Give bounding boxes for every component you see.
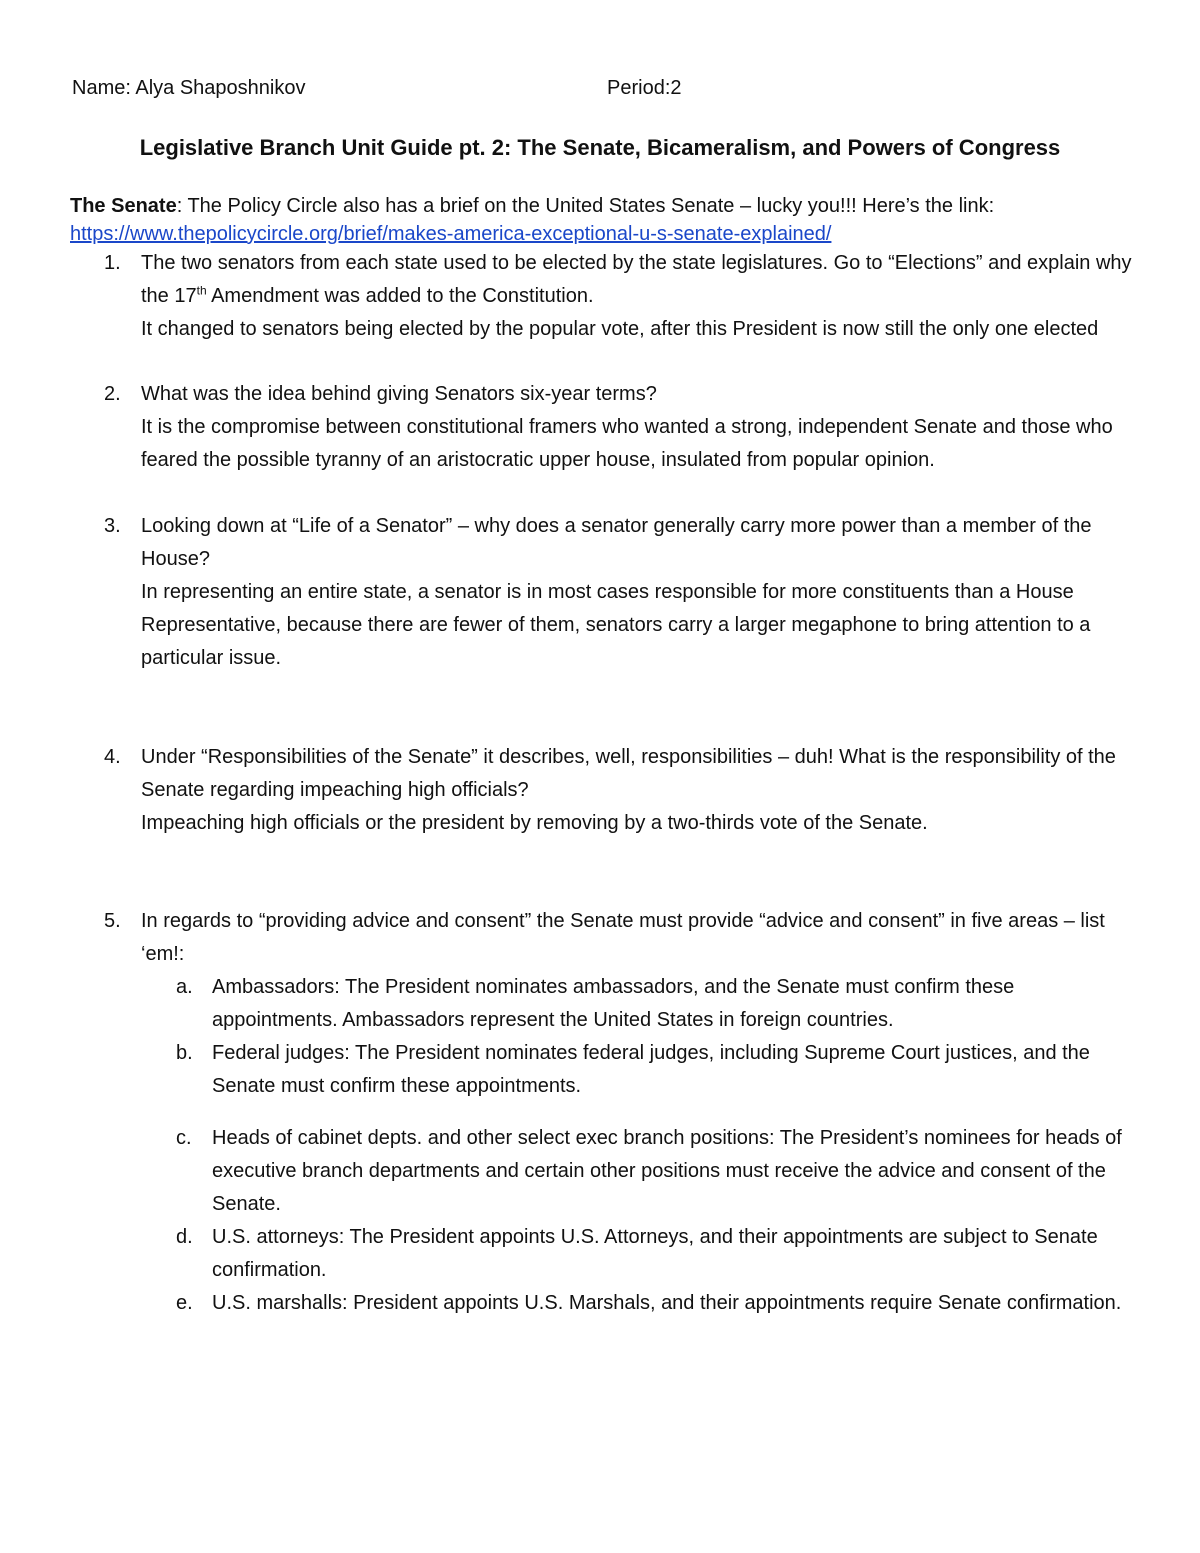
policy-circle-link[interactable]: https://www.thepolicycircle.org/brief/makes-america-exceptional-u-s-senate-explained/ <box>70 223 832 245</box>
period-label: Period: <box>607 77 671 99</box>
question-text: What was the idea behind giving Senators six-year terms? <box>141 383 657 405</box>
list-item <box>176 1122 1136 1221</box>
period-field <box>607 74 682 102</box>
intro-text: : The Policy Circle also has a brief on the United States Senate – lucky you!!! Here’s the link: <box>176 195 995 217</box>
list-item-letter: a. <box>176 976 193 998</box>
period-value: 2 <box>670 77 682 99</box>
question-number: 2. <box>104 383 121 405</box>
question-5 <box>104 905 1134 971</box>
list-item <box>176 1037 1136 1103</box>
answer-text: It is the compromise between constitutional framers who wanted a strong, independent Senate and those who feared the possible tyranny of an aristocratic upper house, insulated from popular opinion. <box>141 416 1113 471</box>
list-item-text: Ambassadors: The President nominates ambassadors, and the Senate must confirm these appointments. Ambassadors represent the United States in foreign countries. <box>212 976 1015 1031</box>
intro-label: The Senate <box>70 195 177 217</box>
question-text: Looking down at “Life of a Senator” – why does a senator generally carry more power than a member of the House? <box>141 515 1092 570</box>
list-item-letter: b. <box>176 1042 193 1064</box>
list-item <box>176 1221 1136 1287</box>
list-item-text: Federal judges: The President nominates federal judges, including Supreme Court justices, and the Senate must confirm these appointments. <box>212 1042 1090 1097</box>
list-item-letter: d. <box>176 1226 193 1248</box>
name-label: Name: <box>72 77 131 99</box>
question-number: 3. <box>104 515 121 537</box>
question-text-part: Amendment was added to the Constitution. <box>206 285 594 307</box>
question-text <box>141 247 1134 313</box>
superscript: th <box>196 283 207 298</box>
document-title: Legislative Branch Unit Guide pt. 2: The Senate, Bicameralism, and Powers of Congress <box>139 135 1061 160</box>
name-field <box>72 74 305 102</box>
question-3 <box>104 510 1134 675</box>
header-line <box>72 74 1132 102</box>
list-item <box>176 971 1136 1037</box>
answer-text: It changed to senators being elected by the popular vote, after this President is now still the only one elected <box>141 318 1099 340</box>
list-item <box>176 1287 1136 1320</box>
name-value: Alya Shaposhnikov <box>135 77 306 99</box>
question-text: Under “Responsibilities of the Senate” it describes, well, responsibilities – duh! What is the responsibility of the Senate regarding impeaching high officials? <box>141 746 1116 801</box>
answer-text: Impeaching high officials or the president by removing by a two-thirds vote of the Senate. <box>141 812 928 834</box>
list-item-letter: e. <box>176 1292 193 1314</box>
question-4 <box>104 741 1134 840</box>
answer-text: In representing an entire state, a senator is in most cases responsible for more constituents than a House Representative, because there are fewer of them, senators carry a larger megaphone to bring attention to a particular issue. <box>141 581 1091 669</box>
question-1 <box>104 247 1134 346</box>
question-number: 4. <box>104 746 121 768</box>
list-item-text: Heads of cabinet depts. and other select exec branch positions: The President’s nominees for heads of executive branch departments and certain other positions must receive the advice and consent of the Senate. <box>212 1127 1122 1215</box>
question-text-part: The two senators from each state used to be elected by the state legislatures. Go to “Elections” and explain why the 17 <box>141 252 1132 307</box>
list-item-text: U.S. attorneys: The President appoints U.S. Attorneys, and their appointments are subject to Senate confirmation. <box>212 1226 1098 1281</box>
senate-intro <box>70 192 1140 248</box>
list-item-letter: c. <box>176 1127 192 1149</box>
question-2 <box>104 378 1134 477</box>
question-text: In regards to “providing advice and consent” the Senate must provide “advice and consent” in five areas – list ‘em!: <box>141 910 1105 965</box>
question-number: 5. <box>104 910 121 932</box>
question-number: 1. <box>104 252 121 274</box>
list-item-text: U.S. marshalls: President appoints U.S. Marshals, and their appointments require Senate confirmation. <box>212 1292 1122 1314</box>
